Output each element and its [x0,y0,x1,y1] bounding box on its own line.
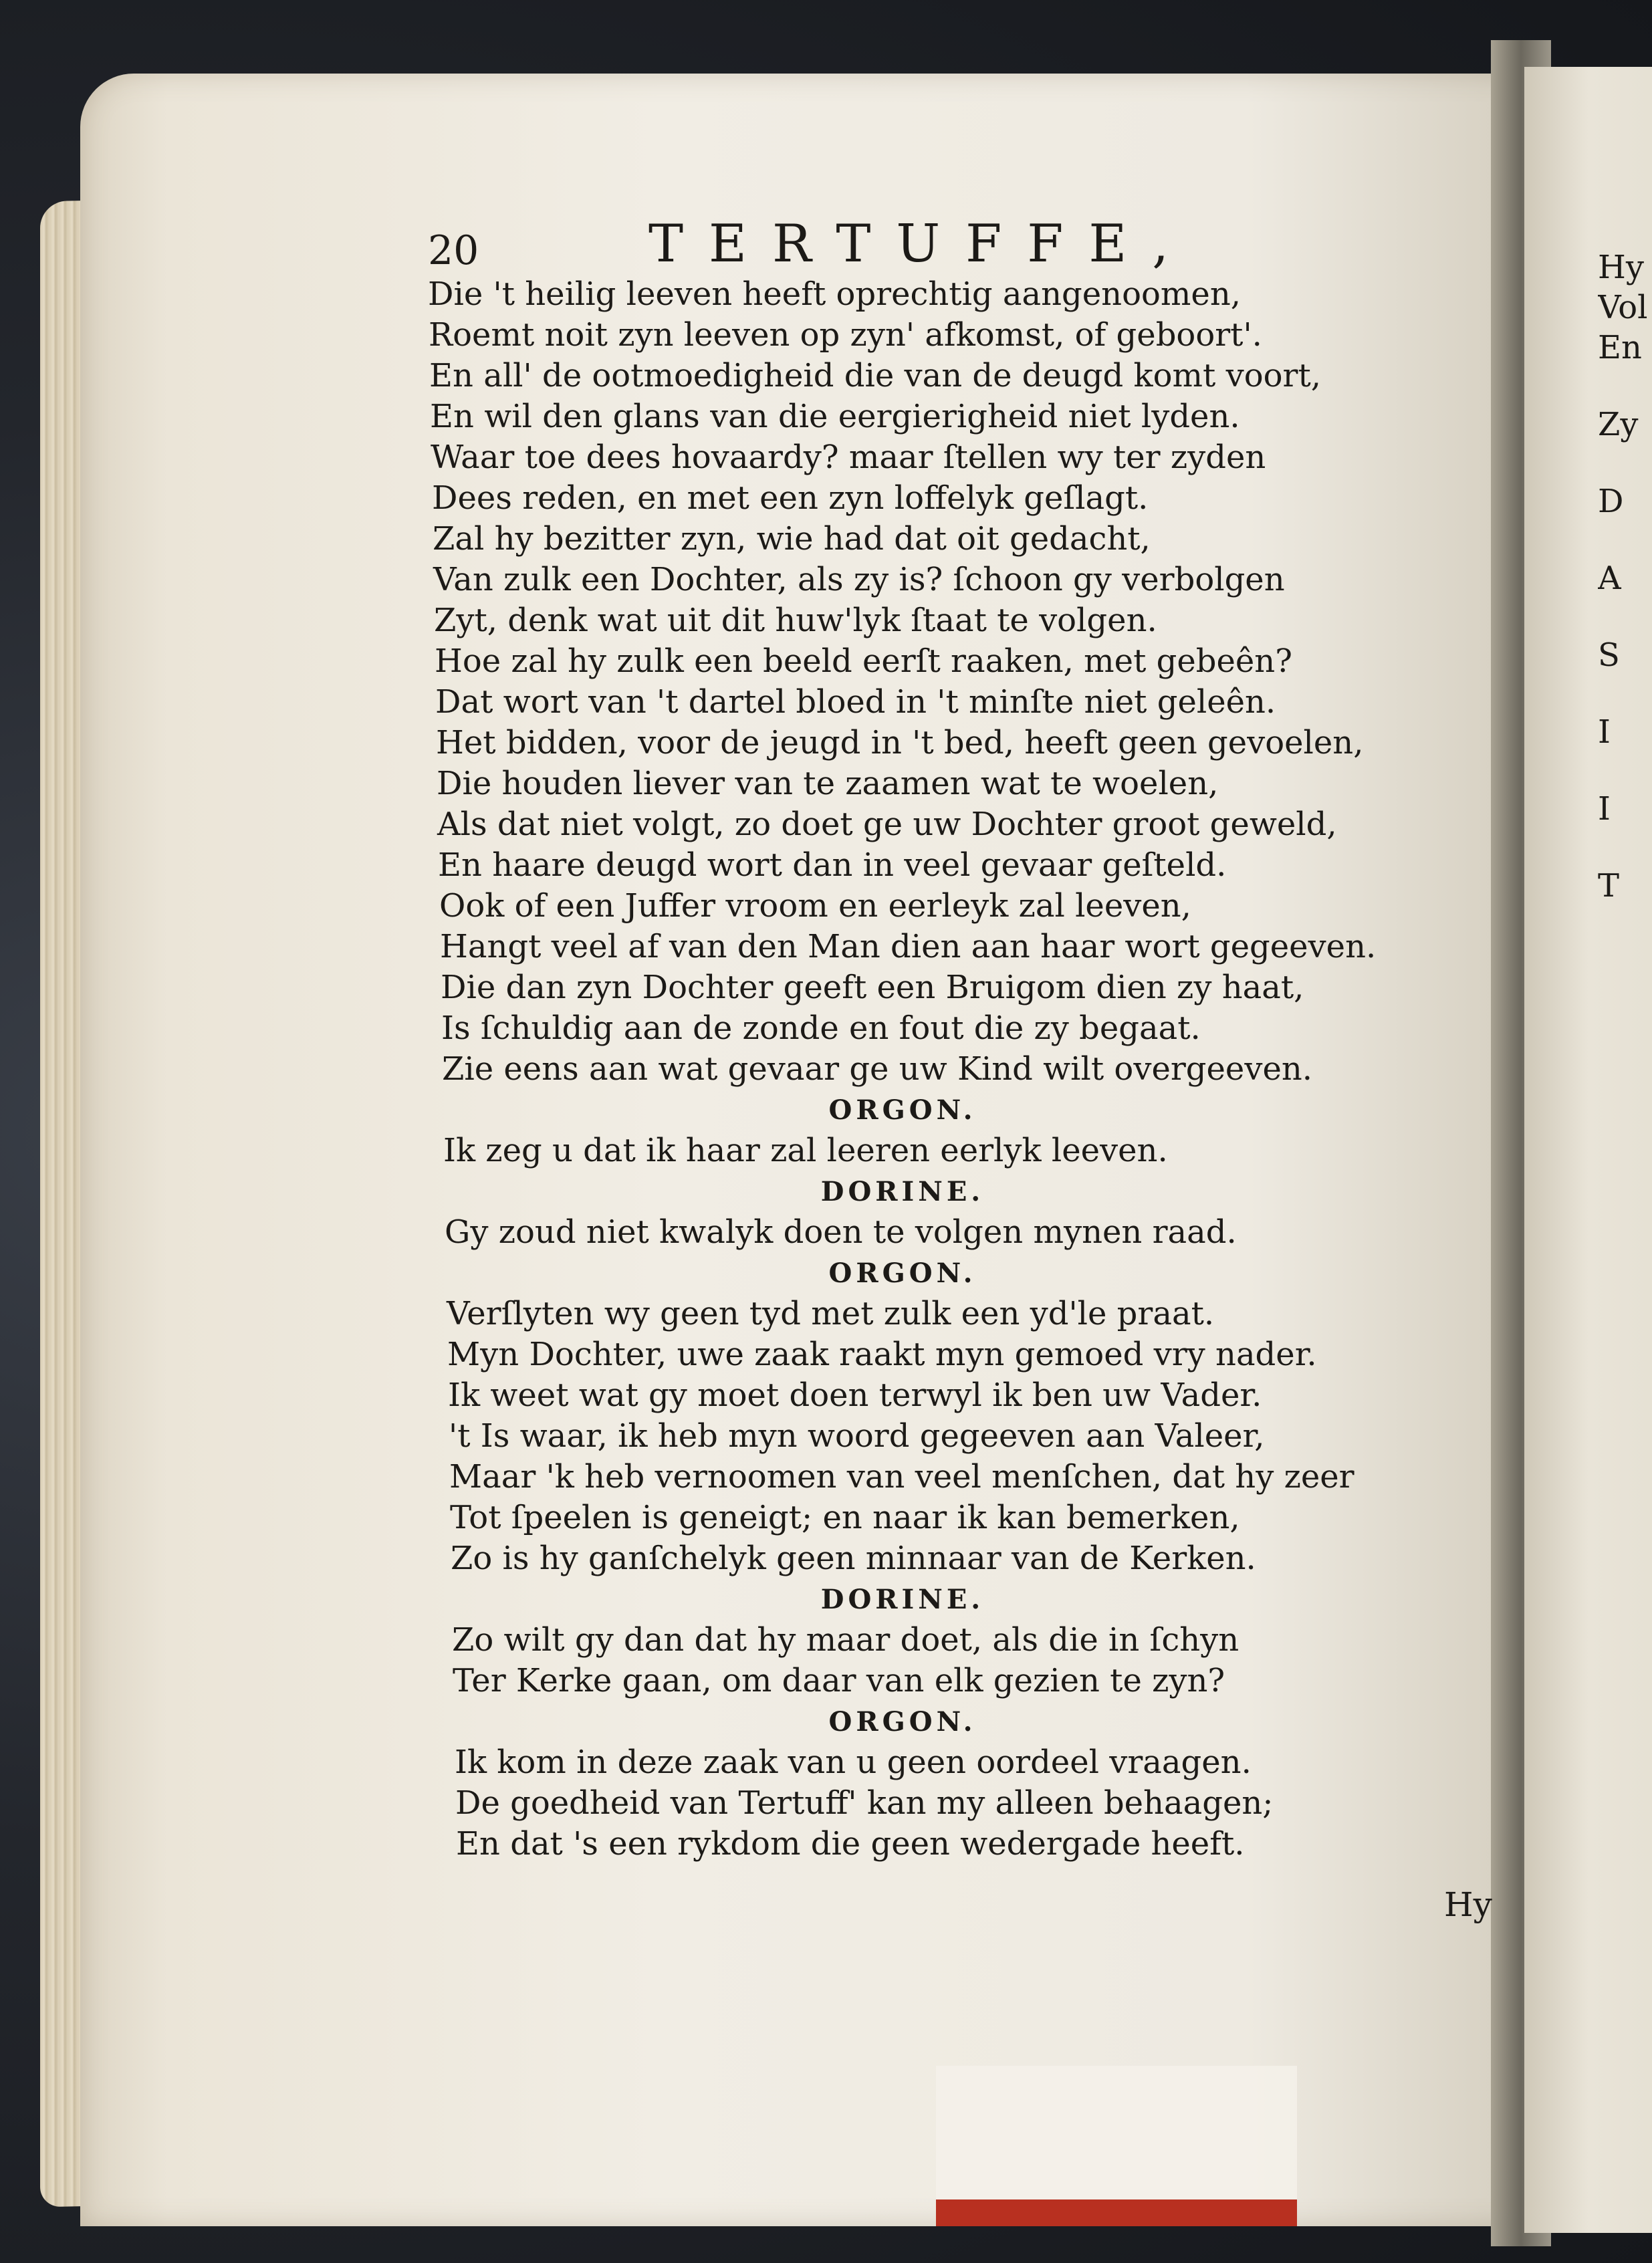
verse-text [428,274,1471,1865]
facing-page-fragment: Hy [1598,249,1644,286]
verse-line: Zyt, denk wat uit dit huw'lyk ſtaat te volgen. [434,602,1157,639]
verse-line: En dat 's een rykdom die geen wedergade heeft. [456,1825,1245,1863]
verse-line: Zo wilt gy dan dat hy maar doet, als die in ſchyn [452,1621,1240,1659]
facing-page-fragment: I [1598,790,1611,828]
verse-line: Die dan zyn Dochter geeft een Bruigom dien zy haat, [441,969,1304,1006]
speaker-name: ORGON. [828,1706,977,1738]
verse-line: De goedheid van Tertuff' kan my alleen behaagen; [455,1784,1274,1822]
verse-line: Myn Dochter, uwe zaak raakt myn gemoed vry nader. [447,1336,1317,1373]
facing-page-fragment: Vol [1598,289,1648,326]
facing-page-fragment: A [1598,560,1621,597]
verse-line: Ook of een Juffer vroom en eerleyk zal leeven, [439,887,1191,925]
verse-line: Zo is hy ganſchelyk geen minnaar van de Kerken. [451,1540,1256,1577]
red-marker [936,2199,1297,2226]
verse-line: Dees reden, en met een zyn loffelyk geſlagt. [432,479,1149,517]
verse-line: Van zulk een Dochter, als zy is? ſchoon gy verbolgen [433,561,1285,598]
verse-line: Verſlyten wy geen tyd met zulk een yd'le praat. [447,1295,1215,1332]
facing-page-text [1598,247,1651,906]
facing-page-fragment: D [1598,483,1624,520]
facing-page-fragment: En [1598,329,1642,366]
speaker-name: DORINE. [820,1584,985,1615]
verse-line: Die 't heilig leeven heeft oprechtig aangenoomen, [428,275,1241,313]
verse-line: En haare deugd wort dan in veel gevaar geſteld. [438,846,1227,884]
verse-line: En all' de ootmoedigheid die van de deugd komt voort, [429,357,1321,394]
verse-line: Ik weet wat gy moet doen terwyl ik ben uw Vader. [448,1377,1262,1414]
verse-line: Dat wort van 't dartel bloed in 't minſte niet geleên. [435,683,1276,721]
speaker-name: ORGON. [828,1094,977,1126]
verse-line: Maar 'k heb vernoomen van veel menſchen, dat hy zeer [449,1458,1354,1496]
speaker-name: ORGON. [828,1258,977,1289]
verse-line: Zie eens aan wat gevaar ge uw Kind wilt overgeeven. [442,1050,1313,1088]
facing-page-fragment: I [1598,713,1611,751]
catchword: Hy [1444,1885,1492,1924]
verse-line: Ik kom in deze zaak van u geen oordeel vraagen. [455,1744,1252,1781]
verse-line: Gy zoud niet kwalyk doen te volgen mynen raad. [445,1213,1237,1251]
verse-line: Het bidden, voor de jeugd in 't bed, heeft geen gevoelen, [436,724,1364,761]
verse-line: Ik zeg u dat ik haar zal leeren eerlyk leeven. [443,1132,1168,1169]
verse-line: Die houden liever van te zaamen wat te woelen, [437,765,1219,802]
verse-line: En wil den glans van die eergierigheid niet lyden. [430,398,1240,435]
verse-line: Hoe zal hy zulk een beeld eerſt raaken, met gebeên? [435,642,1292,680]
verse-line: Ter Kerke gaan, om daar van elk gezien te zyn? [453,1662,1225,1699]
verse-line: Hangt veel af van den Man dien aan haar wort gegeeven. [440,928,1377,965]
paper-tab [936,2066,1297,2220]
running-title: TERTUFFE, [648,214,1195,274]
facing-page-fragment: Zy [1598,406,1639,443]
page-header [428,201,1337,274]
speaker-name: DORINE. [820,1176,985,1207]
verse-line: Waar toe dees hovaardy? maar ſtellen wy ter zyden [431,439,1266,476]
verse-line: Zal hy bezitter zyn, wie had dat oit gedacht, [433,520,1151,558]
page-number: 20 [428,227,479,274]
verse-line: Is ſchuldig aan de zonde en fout die zy begaat. [441,1009,1201,1047]
verse-line: 't Is waar, ik heb myn woord gegeeven aan Valeer, [449,1417,1265,1455]
verse-line: Roemt noit zyn leeven op zyn' afkomst, of geboort'. [429,316,1262,354]
facing-page-fragment: S [1598,636,1620,674]
verse-line: Als dat niet volgt, zo doet ge uw Dochter groot geweld, [437,806,1337,843]
facing-page-fragment: T [1598,867,1620,905]
verse-line: Tot ſpeelen is geneigt; en naar ik kan bemerken, [450,1499,1240,1536]
